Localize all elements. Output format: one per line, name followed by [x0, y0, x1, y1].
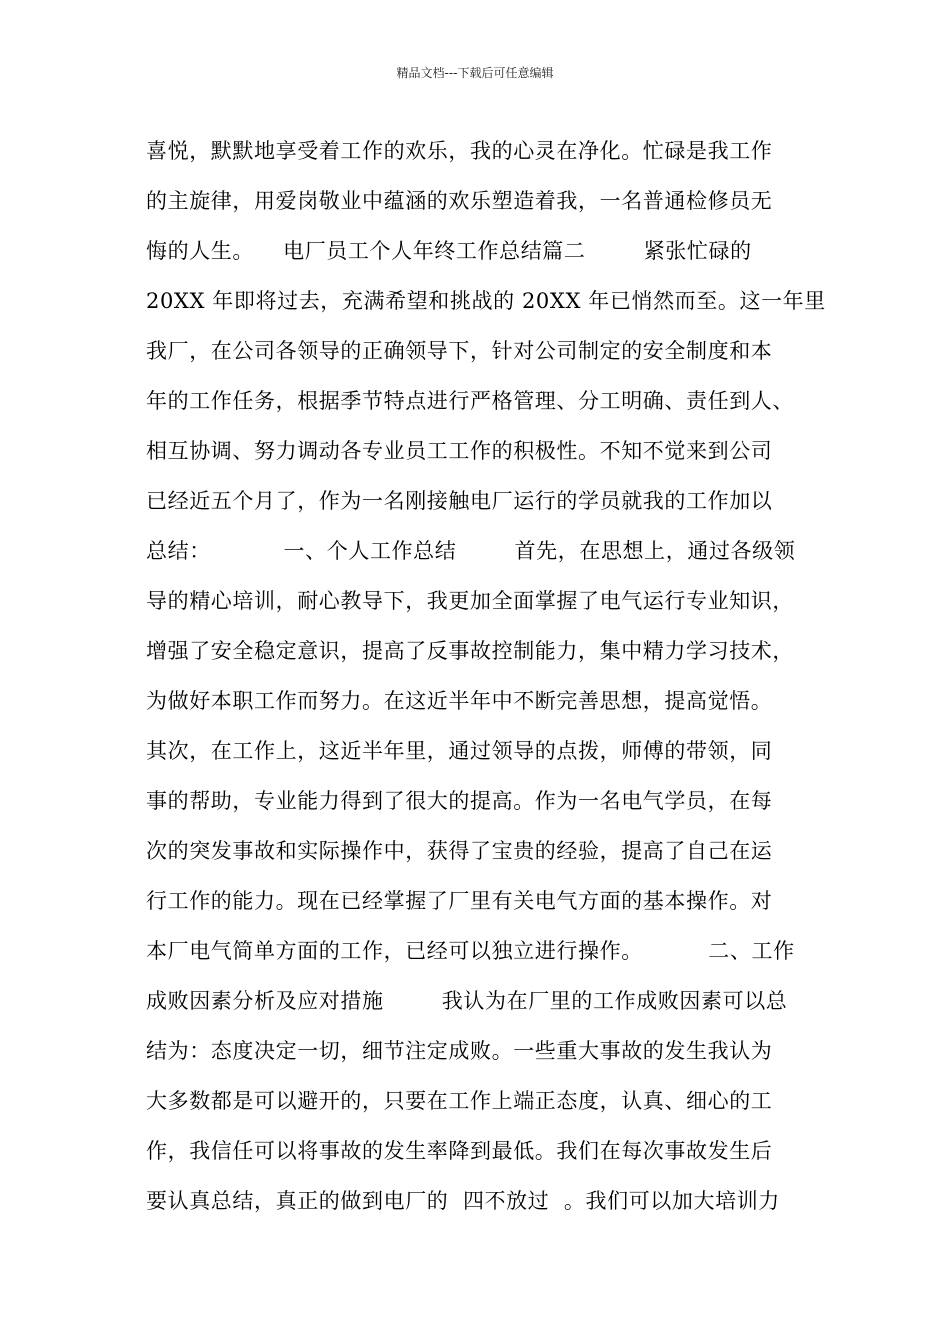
text-line: 大多数都是可以避开的，只要在工作上端正态度，认真、细心的工	[146, 1089, 773, 1113]
text-line: 导的精心培训，耐心教导下，我更加全面掌握了电气运行专业知识，	[146, 589, 794, 613]
text-line: 增强了安全稳定意识，提高了反事故控制能力，集中精力学习技术，	[146, 639, 794, 663]
text-line: 行工作的能力。现在已经掌握了厂里有关电气方面的基本操作。对	[146, 889, 773, 913]
text-line: 我厂，在公司各领导的正确领导下，针对公司制定的安全制度和本	[146, 339, 773, 363]
text-line: 已经近五个月了，作为一名刚接触电厂运行的学员就我的工作加以	[146, 489, 773, 513]
text-line: 20XX 年即将过去，充满希望和挑战的 20XX 年已悄然而至。这一年里	[146, 289, 826, 313]
text-line: 事的帮助，专业能力得到了很大的提高。作为一名电气学员，在每	[146, 789, 773, 813]
text-line: 次的突发事故和实际操作中，获得了宝贵的经验，提高了自己在运	[146, 839, 773, 863]
text-line: 作，我信任可以将事故的发生率降到最低。我们在每次事故发生后	[146, 1139, 773, 1163]
text-line: 年的工作任务，根据季节特点进行严格管理、分工明确、责任到人、	[146, 389, 794, 413]
text-line: 为做好本职工作而努力。在这近半年中不断完善思想，提高觉悟。	[146, 689, 773, 713]
text-line: 悔的人生。 电厂员工个人年终工作总结篇二 紧张忙碌的	[146, 239, 752, 263]
text-line: 其次，在工作上，这近半年里，通过领导的点拨，师傅的带领，同	[146, 739, 773, 763]
text-line: 要认真总结，真正的做到电厂的 四不放过 。我们可以加大培训力	[146, 1189, 780, 1213]
text-line: 相互协调、努力调动各专业员工工作的积极性。不知不觉来到公司	[146, 439, 773, 463]
body-text	[146, 126, 846, 1226]
text-line: 结为：态度决定一切，细节注定成败。一些重大事故的发生我认为	[146, 1039, 773, 1063]
text-line: 总结： 一、个人工作总结 首先，在思想上，通过各级领	[146, 539, 796, 563]
page-header: 精品文档---下载后可任意编辑	[396, 66, 554, 80]
text-line: 的主旋律，用爱岗敬业中蕴涵的欢乐塑造着我，一名普通检修员无	[146, 189, 773, 213]
text-line: 喜悦，默默地享受着工作的欢乐，我的心灵在净化。忙碌是我工作	[146, 139, 773, 163]
text-line: 本厂电气简单方面的工作，已经可以独立进行操作。 二、工作	[146, 939, 795, 963]
text-line: 成败因素分析及应对措施 我认为在厂里的工作成败因素可以总	[146, 989, 788, 1013]
